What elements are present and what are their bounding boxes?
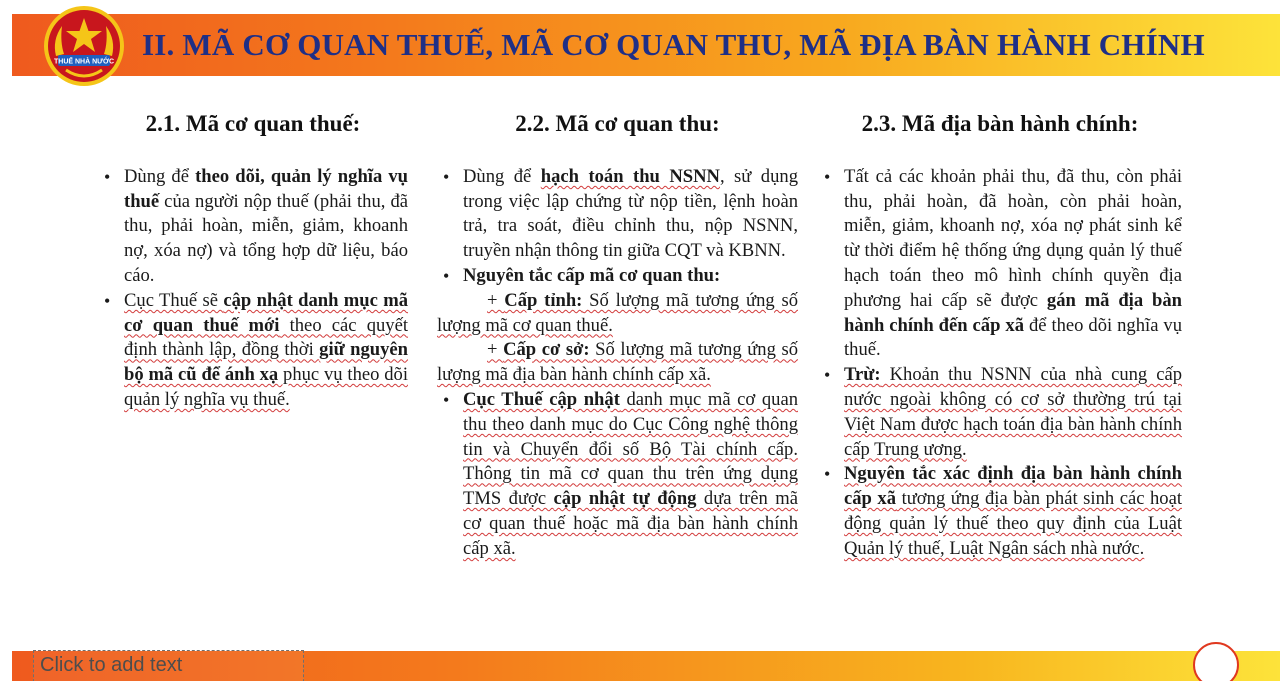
text: phục vụ theo dõi quản lý nghĩa vụ thuế. — [124, 364, 408, 410]
bullet-list — [98, 165, 408, 413]
list-item — [98, 165, 408, 289]
text: để theo dõi nghĩa vụ thuế. — [844, 314, 1182, 361]
bold-text: Cấp cơ sở: — [503, 339, 590, 361]
bold-text: hạch toán thu NSNN — [540, 165, 720, 187]
bold-text: Trừ: — [844, 364, 881, 386]
bold-text: Nguyên tắc cấp mã cơ quan thu: — [463, 264, 721, 286]
bold-text: cập nhật tự động — [553, 488, 697, 510]
bullet-list — [818, 165, 1182, 562]
text: Số lượng mã tương ứng số lượng mã địa bàn hành chính cấp xã. — [437, 339, 798, 386]
column-administrative-area-code — [818, 112, 1182, 562]
text: danh mục mã cơ quan thu theo danh mục do Cục Công nghệ thông tin và Chuyển đổi số Bộ Tài chính cấp. Thông tin mã cơ quan thu trên ứng dụng TMS được — [463, 388, 798, 510]
text: tương ứng địa bàn phát sinh các hoạt động quản lý thuế theo quy định của Luật Quản lý thuế, Luật Ngân sách nhà nước. — [844, 488, 1182, 559]
slide-header — [0, 0, 1280, 78]
bold-text: Nguyên tắc xác định địa bàn hành chính cấp xã — [844, 463, 1182, 510]
bold-text: Cục Thuế cập nhật — [463, 388, 620, 410]
sub-item-commune — [437, 338, 798, 388]
text: Số lượng mã tương ứng số lượng mã cơ quan thuế. — [437, 289, 798, 336]
text: + — [487, 339, 504, 361]
text: của người nộp thuế (phải thu, đã thu, phải hoàn, miễn, giảm, khoanh nợ, xóa nợ) và tổng hợp dữ liệu, báo cáo. — [124, 190, 408, 286]
list-item — [818, 165, 1182, 363]
logo-text: THUẾ NHÀ NƯỚC — [54, 58, 114, 66]
list-item — [437, 264, 798, 289]
column-tax-authority-code — [98, 112, 408, 413]
text: Khoản thu NSNN của nhà cung cấp nước ngoài không có cơ sở thường trú tại Việt Nam được hạch toán địa bàn hành chính cấp Trung ương. — [844, 364, 1182, 460]
text: Dùng để — [463, 165, 541, 187]
text: , sử dụng trong việc lập chứng từ nộp tiền, lệnh hoàn trả, tra soát, điều chỉnh thu, nộp NSNN, truyền nhận thông tin giữa CQT và KBNN. — [463, 165, 798, 262]
add-text-placeholder[interactable]: Click to add text — [33, 650, 304, 687]
text: Cục Thuế sẽ — [124, 289, 224, 311]
bullet-list — [437, 165, 798, 289]
list-item — [437, 165, 798, 264]
text: dựa trên mã cơ quan thuế hoặc mã địa bàn hành chính cấp xã. — [463, 488, 798, 559]
bold-text: cập nhật danh mục mã cơ quan thuế mới — [124, 289, 408, 336]
section-heading-2-2: 2.2. Mã cơ quan thu: — [515, 111, 720, 136]
text: + — [487, 289, 505, 311]
bottom-margin — [0, 681, 1280, 693]
tax-emblem-logo — [40, 4, 128, 88]
text: theo các quyết định thành lập, đồng thời — [124, 314, 409, 361]
list-item — [818, 363, 1182, 462]
section-heading-2-3: 2.3. Mã địa bàn hành chính: — [861, 111, 1139, 136]
slide-title: II. MÃ CƠ QUAN THUẾ, MÃ CƠ QUAN THU, MÃ ĐỊA BÀN HÀNH CHÍNH — [142, 27, 1205, 62]
section-heading-2-1: 2.1. Mã cơ quan thuế: — [145, 111, 361, 136]
sub-item-province — [437, 289, 798, 339]
bullet-list — [437, 388, 798, 562]
bold-text: gán mã địa bàn hành chính đến cấp xã — [844, 289, 1182, 336]
list-item — [437, 388, 798, 562]
bold-text: theo dõi, quản lý nghĩa vụ thuế — [124, 165, 408, 212]
bold-text: giữ nguyên bộ mã cũ để ánh xạ — [124, 339, 409, 386]
text: Dùng để — [124, 165, 196, 187]
text: Tất cả các khoản phải thu, đã thu, còn phải thu, phải hoàn, đã hoàn, còn phải hoàn, miễn, giảm, khoanh nợ, xóa nợ phát sinh kể từ thời điểm hệ thống ứng dụng quản lý thuế hạch toán theo mô hình chính quyền địa phương hai cấp sẽ được — [844, 165, 1182, 311]
list-item — [818, 462, 1182, 561]
bold-text: Cấp tỉnh: — [504, 289, 583, 311]
list-item — [98, 289, 408, 413]
column-revenue-agency-code — [437, 112, 798, 562]
